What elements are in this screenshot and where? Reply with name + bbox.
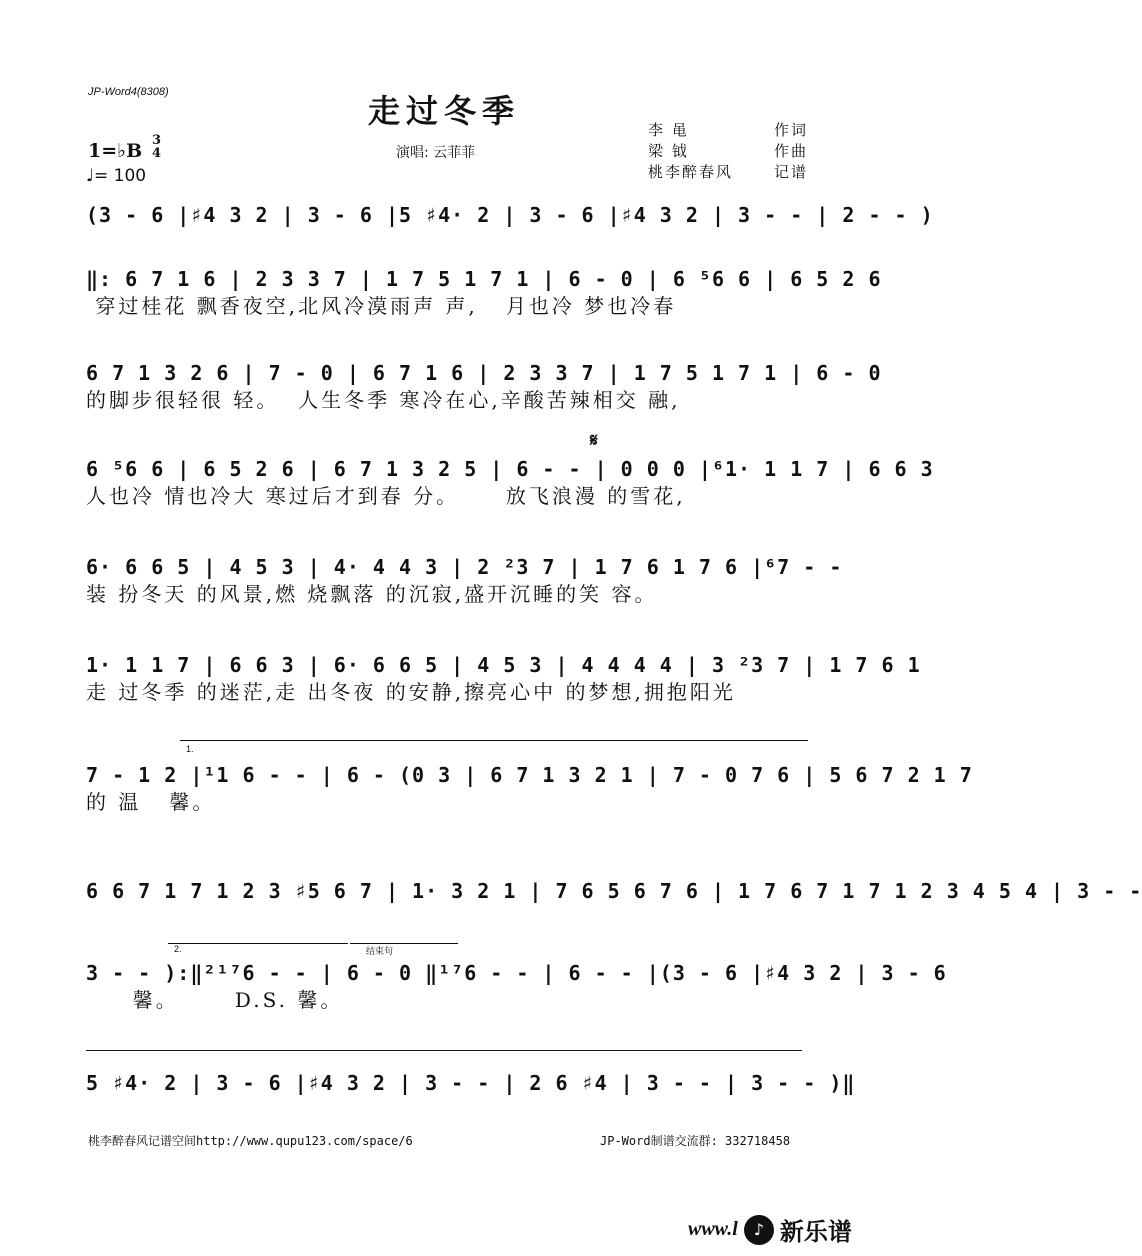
transcriber-role: 记谱 (773, 163, 808, 181)
score-system-1 (86, 202, 934, 228)
lyric-line: 走 过冬季 的迷茫,走 出冬夜 的安静,擦亮心中 的梦想,拥抱阳光 (86, 680, 736, 704)
software-label: JP-Word4(8308) (88, 86, 169, 98)
coda-label: 结束句 (366, 946, 394, 956)
notation-line: 1· 1 1 7 | 6 6 3 | 6· 6 6 5 | 4 5 3 | 4 4 4 4 | 3 ²3 7 | 1 7 6 1 (86, 653, 921, 677)
watermark-url: www.l (688, 1218, 738, 1240)
score-system-2 (86, 266, 882, 320)
score-system-4 (86, 456, 934, 510)
notation-line: ‖: 6 7 1 6 | 2 3 3 7 | 1 7 5 1 7 1 | 6 - 0 | 6 ⁵6 6 | 6 5 2 6 (86, 267, 882, 291)
watermark-brand: 新乐谱 (779, 1218, 852, 1246)
meter-bottom: 4 (152, 146, 162, 161)
key-signature: 1=♭B (88, 140, 143, 162)
notation-line: 6 ⁵6 6 | 6 5 2 6 | 6 7 1 3 2 5 | 6 - - | 0 0 0 |⁶1· 1 1 7 | 6 6 3 (86, 457, 934, 481)
footer-group: JP-Word制谱交流群: 332718458 (600, 1134, 791, 1148)
notation-line: (3 - 6 |♯4 3 2 | 3 - 6 |5 ♯4· 2 | 3 - 6 |♯4 3 2 | 3 - - | 2 - - ) (86, 203, 934, 227)
notation-line: 6 6 7 1 7 1 2 3 ♯5 6 7 | 1· 3 2 1 | 7 6 5 6 7 6 | 1 7 6 7 1 7 1 2 3 4 5 4 | 3 - - (86, 879, 1142, 903)
song-title: 走过冬季 (367, 92, 520, 130)
second-ending-bracket (168, 943, 348, 944)
lyricist-credit (648, 120, 808, 141)
segno-mark: 𝄋 (590, 430, 598, 451)
lyric-line: 装 扮冬天 的风景,燃 烧飘落 的沉寂,盛开沉睡的笑 容。 (86, 582, 658, 606)
composer-credit (648, 141, 808, 162)
watermark-logo (688, 1212, 852, 1247)
composer-name: 梁 钺 (648, 142, 689, 160)
transcriber-name: 桃李醉春风 (648, 163, 734, 181)
composer-role: 作曲 (773, 142, 808, 160)
transcriber-credit (648, 162, 808, 183)
second-ending-mark: 2. (174, 944, 182, 954)
notation-line: 7 - 1 2 |¹1 6 - - | 6 - (0 3 | 6 7 1 3 2 1 | 7 - 0 7 6 | 5 6 7 2 1 7 (86, 763, 973, 787)
tempo-mark: ♩= 100 (86, 166, 147, 186)
final-bracket-line (86, 1050, 802, 1051)
score-system-9 (86, 960, 947, 1014)
notation-line: 5 ♯4· 2 | 3 - 6 |♯4 3 2 | 3 - - | 2 6 ♯4 | 3 - - | 3 - - )‖ (86, 1071, 856, 1095)
meter-top: 3 (152, 133, 162, 148)
music-note-icon: ♪ (744, 1215, 774, 1245)
score-system-5 (86, 554, 843, 608)
score-system-10 (86, 1070, 856, 1096)
lyric-line: 穿过桂花 飘香夜空,北风冷漠雨声 声, 月也冷 梦也冷春 (86, 294, 677, 318)
score-system-8 (86, 878, 1142, 904)
lyricist-role: 作词 (773, 121, 808, 139)
notation-line: 3 - - ):‖²¹⁷6 - - | 6 - 0 ‖¹⁷6 - - | 6 - - |(3 - 6 |♯4 3 2 | 3 - 6 (86, 961, 947, 985)
time-signature (152, 134, 161, 160)
credits-block (648, 120, 808, 183)
notation-line: 6· 6 6 5 | 4 5 3 | 4· 4 4 3 | 2 ²3 7 | 1 7 6 1 7 6 |⁶7 - - (86, 555, 843, 579)
lyric-line: 人也冷 情也冷大 寒过后才到春 分。 放飞浪漫 的雪花, (86, 484, 686, 508)
lyricist-name: 李 黾 (648, 121, 689, 139)
footer-source: 桃李醉春风记谱空间http://www.qupu123.com/space/6 (88, 1134, 413, 1148)
score-system-7 (86, 762, 973, 816)
lyric-line: 的脚步很轻很 轻。 人生冬季 寒冷在心,辛酸苦辣相交 融, (86, 388, 681, 412)
singer-credit: 演唱: 云菲菲 (396, 145, 476, 161)
lyric-line: 的 温 馨。 (86, 790, 216, 814)
notation-line: 6 7 1 3 2 6 | 7 - 0 | 6 7 1 6 | 2 3 3 7 | 1 7 5 1 7 1 | 6 - 0 (86, 361, 882, 385)
lyric-line: 馨。 D.S. 馨。 (86, 988, 344, 1012)
ending-bracket-line (180, 740, 808, 741)
score-system-3 (86, 360, 882, 414)
score-system-6 (86, 652, 921, 706)
first-ending-mark: 1. (186, 744, 194, 754)
